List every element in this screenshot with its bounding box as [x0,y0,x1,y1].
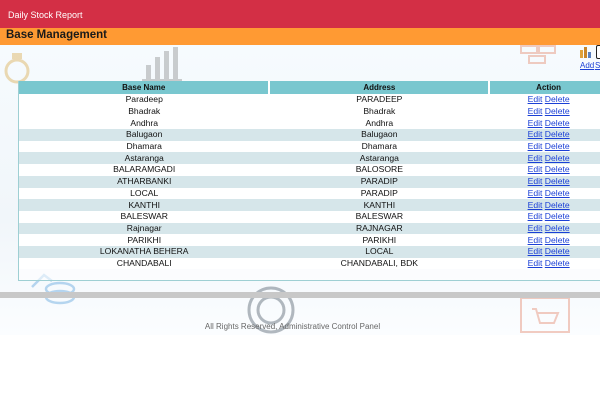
action-cell [489,164,600,176]
address-cell: BALOSORE [269,164,489,176]
base-name-cell: BALARAMGADI [19,164,269,176]
footer-divider [0,292,600,298]
base-name-cell: LOCAL [19,188,269,200]
table-row [19,199,600,211]
delete-link[interactable]: Delete [544,164,570,175]
base-name-cell: LOKANATHA BEHERA [19,246,269,258]
action-cell [489,199,600,211]
address-cell: PARADEEP [269,94,489,106]
table-row [19,141,600,153]
table-row [19,258,600,270]
edit-link[interactable]: Edit [527,176,543,187]
base-name-cell: BALESWAR [19,211,269,223]
delete-link[interactable]: Delete [544,176,570,187]
base-name-cell: Andhra [19,117,269,129]
edit-link[interactable]: Edit [527,222,543,233]
action-cell [489,129,600,141]
edit-link[interactable]: Edit [527,152,543,163]
edit-link[interactable]: Edit [527,129,543,140]
action-cell [489,188,600,200]
delete-link[interactable]: Delete [544,117,570,128]
edit-link[interactable]: Edit [527,234,543,245]
delete-link[interactable]: Delete [544,129,570,140]
page-title-bar [0,28,600,46]
edit-link[interactable]: Edit [527,187,543,198]
base-name-cell: Balugaon [19,129,269,141]
delete-link[interactable]: Delete [544,94,570,105]
edit-link[interactable]: Edit [527,117,543,128]
base-name-cell: Rajnagar [19,223,269,235]
delete-link[interactable]: Delete [544,152,570,163]
table-row [19,117,600,129]
address-cell: Dhamara [269,141,489,153]
action-cell [489,117,600,129]
address-cell: Andhra [269,117,489,129]
address-cell: Bhadrak [269,106,489,118]
action-cell [489,211,600,223]
delete-link[interactable]: Delete [544,257,570,268]
action-cell [489,223,600,235]
action-cell [489,106,600,118]
delete-link[interactable]: Delete [544,211,570,222]
base-table [19,81,600,269]
app-header [0,0,600,28]
delete-link[interactable]: Delete [544,222,570,233]
address-cell: Balugaon [269,129,489,141]
address-cell: PARADIP [269,176,489,188]
add-link[interactable]: Add [580,61,595,70]
action-cell [489,152,600,164]
edit-link[interactable]: Edit [527,141,543,152]
address-cell: Astaranga [269,152,489,164]
delete-link[interactable]: Delete [544,246,570,257]
stock-icon [580,46,592,58]
table-row [19,223,600,235]
app-title: Daily Stock Report [8,10,83,20]
action-cell [489,246,600,258]
table-row [19,246,600,258]
edit-link[interactable]: Edit [527,257,543,268]
page-title: Base Management [6,29,107,41]
table-row [19,188,600,200]
address-cell: PARIKHI [269,234,489,246]
table-row [19,94,600,106]
brick-wall-icon [520,45,556,65]
address-cell: CHANDABALI, BDK [269,258,489,270]
base-name-cell: ATHARBANKI [19,176,269,188]
base-name-cell: Bhadrak [19,106,269,118]
table-row [19,106,600,118]
base-name-cell: KANTHI [19,199,269,211]
address-cell: BALESWAR [269,211,489,223]
address-cell: PARADIP [269,188,489,200]
column-header-action: Action [489,81,600,94]
edit-link[interactable]: Edit [527,211,543,222]
edit-link[interactable]: Edit [527,246,543,257]
edit-link[interactable]: Edit [527,199,543,210]
action-cell [489,258,600,270]
table-row [19,176,600,188]
delete-link[interactable]: Delete [544,187,570,198]
base-name-cell: Astaranga [19,152,269,164]
table-row [19,164,600,176]
money-bag-icon [4,51,30,85]
base-name-cell: PARIKHI [19,234,269,246]
table-row [19,211,600,223]
table-row [19,152,600,164]
chart-icon [140,45,185,83]
edit-link[interactable]: Edit [527,164,543,175]
edit-link[interactable]: Edit [527,94,543,105]
secondary-link[interactable]: S [595,61,600,70]
delete-link[interactable]: Delete [544,106,570,117]
action-cell [489,176,600,188]
footer-text: All Rights Reserved, Administrative Control Panel [204,322,381,331]
base-name-cell: CHANDABALI [19,258,269,270]
document-icon[interactable] [596,45,600,59]
delete-link[interactable]: Delete [544,141,570,152]
table-row [19,234,600,246]
base-name-cell: Dhamara [19,141,269,153]
toolbar [578,44,600,70]
edit-link[interactable]: Edit [527,106,543,117]
address-cell: KANTHI [269,199,489,211]
address-cell: LOCAL [269,246,489,258]
table-header-row [19,81,600,94]
action-cell [489,141,600,153]
column-header-address[interactable]: Address [269,81,489,94]
table-row [19,129,600,141]
delete-link[interactable]: Delete [544,199,570,210]
base-name-cell: Paradeep [19,94,269,106]
column-header-base-name[interactable]: Base Name [19,81,269,94]
action-cell [489,94,600,106]
delete-link[interactable]: Delete [544,234,570,245]
action-cell [489,234,600,246]
address-cell: RAJNAGAR [269,223,489,235]
